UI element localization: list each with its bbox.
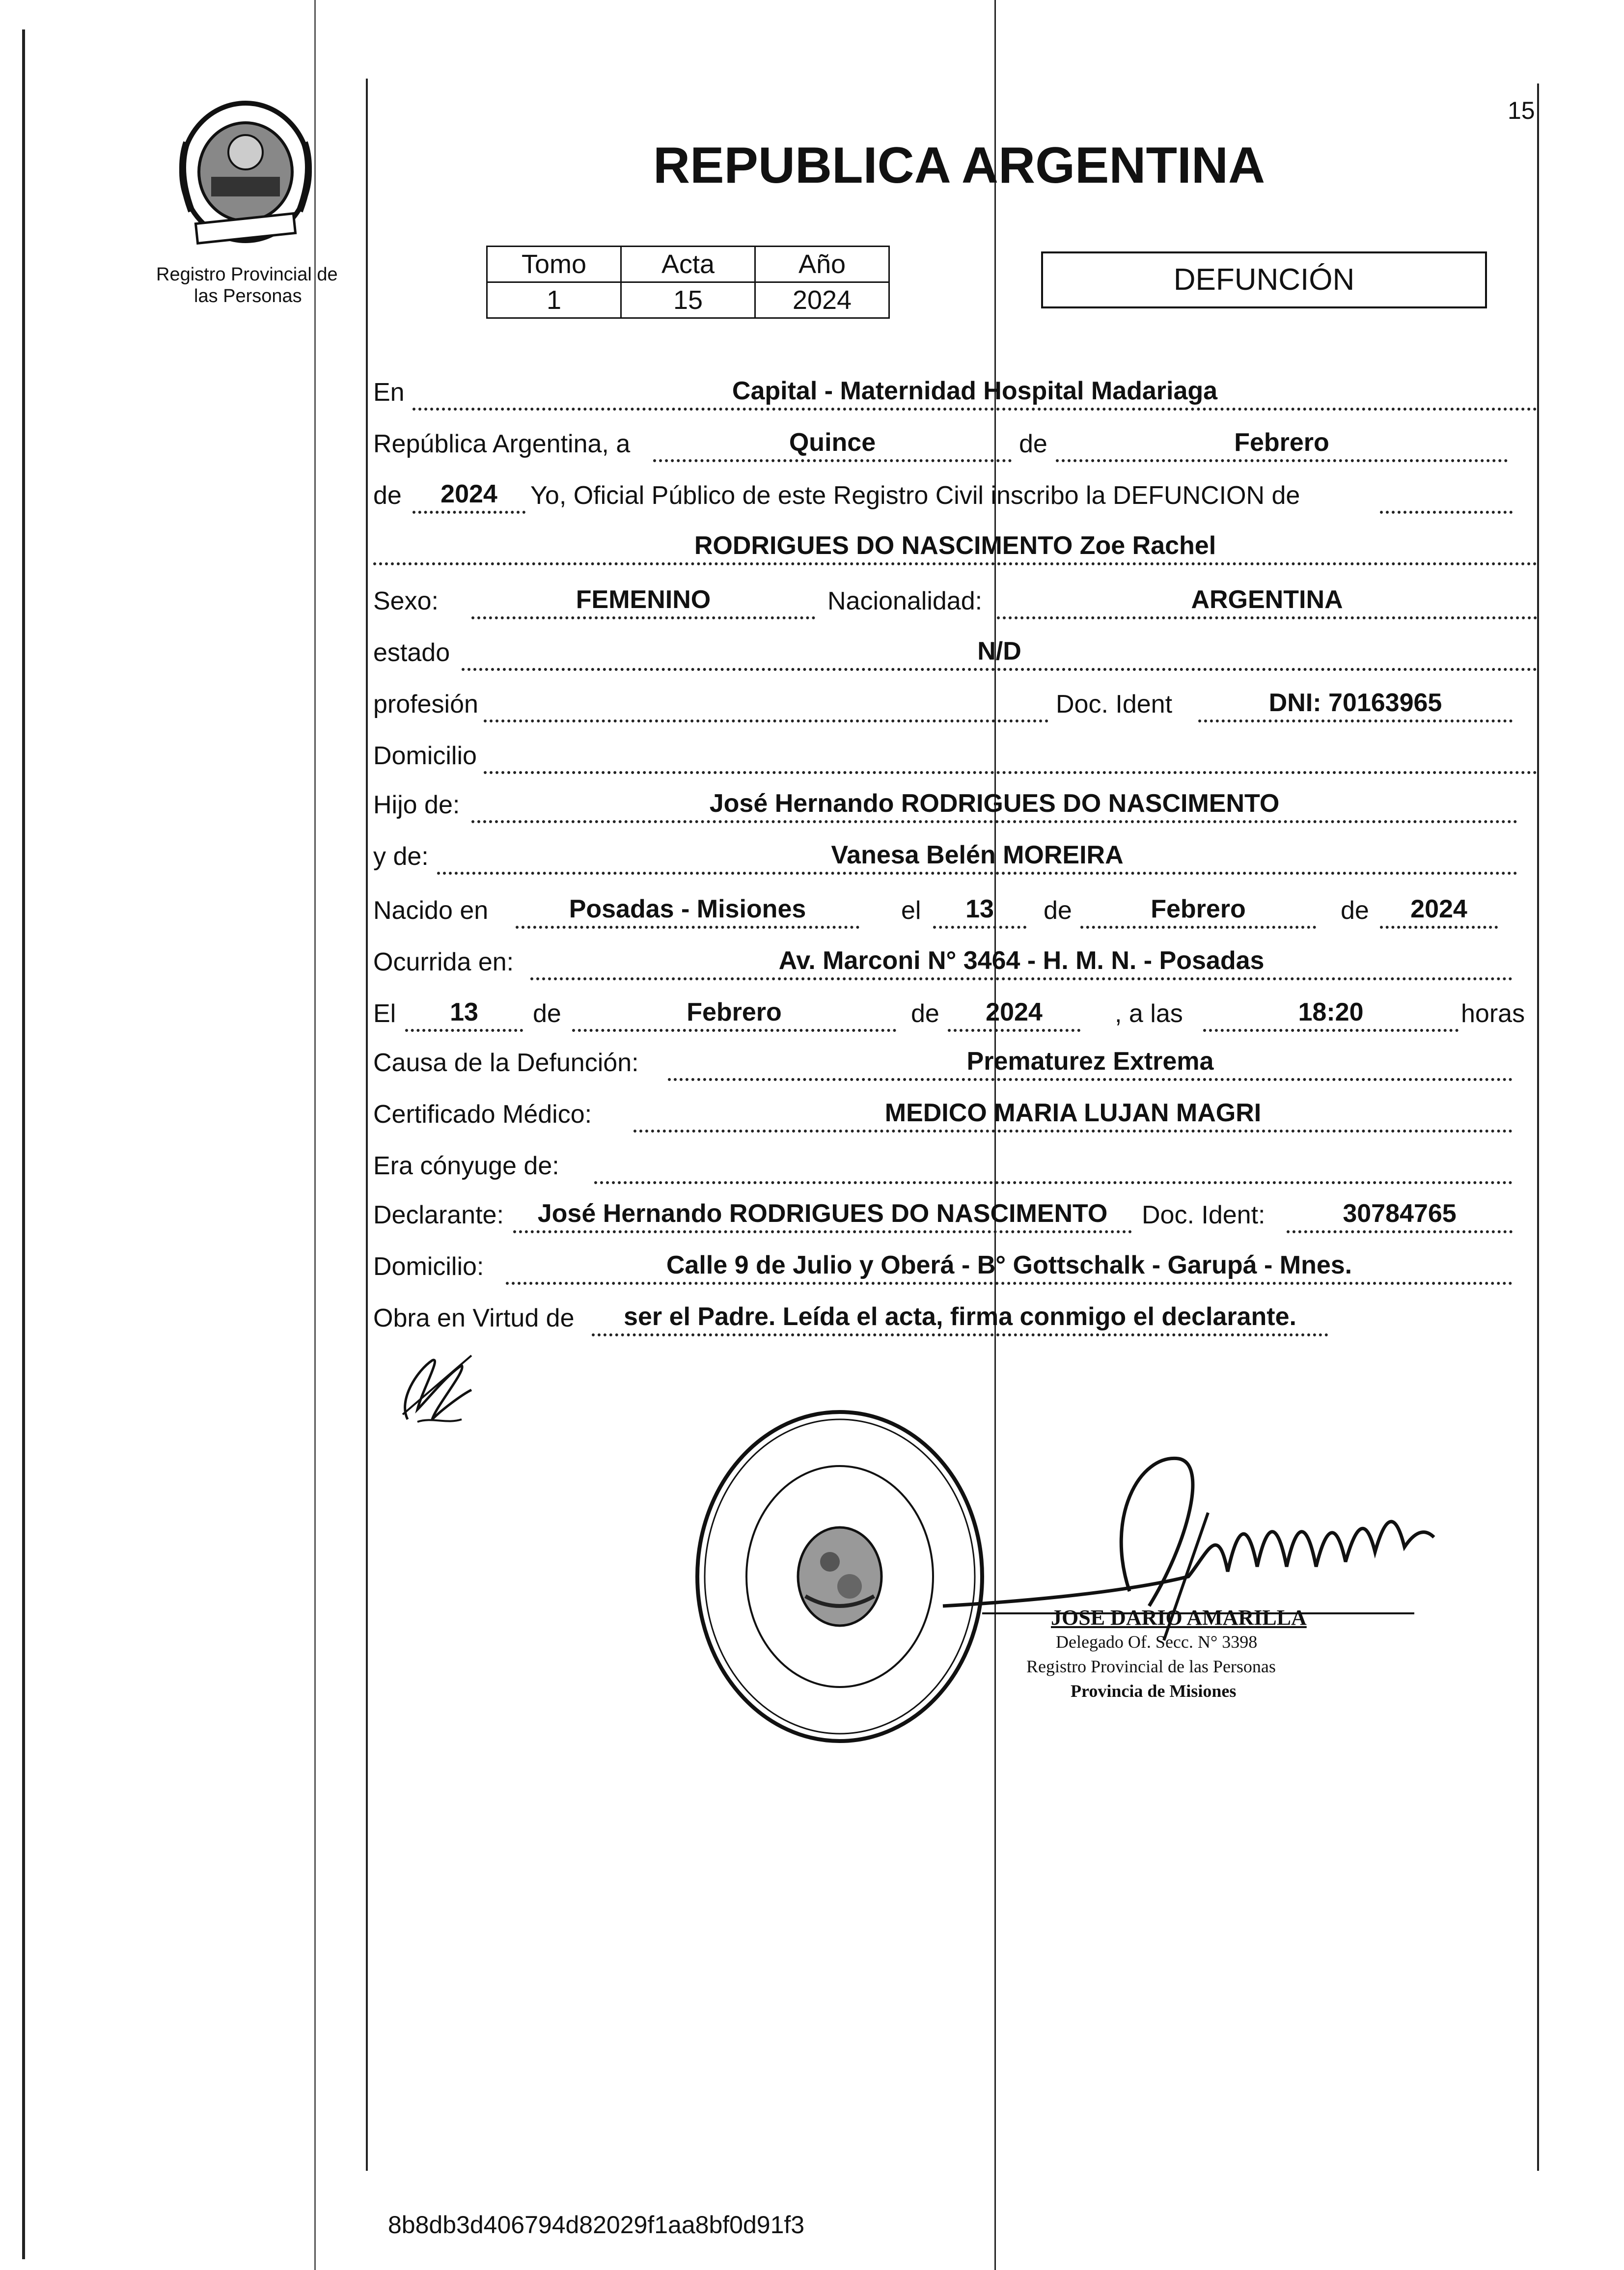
record-number-table bbox=[486, 246, 890, 319]
label-doc-ident: Doc. Ident bbox=[1056, 690, 1173, 719]
right-border-line bbox=[1537, 83, 1539, 2171]
act-type-box: DEFUNCIÓN bbox=[1041, 251, 1487, 308]
label-estado: estado bbox=[373, 638, 450, 667]
label-ocurrida-en: Ocurrida en: bbox=[373, 948, 514, 976]
field-ocurrida: Av. Marconi N° 3464 - H. M. N. - Posadas bbox=[530, 948, 1513, 980]
field-nacido-anio: 2024 bbox=[1380, 896, 1498, 929]
table-header-anio: Año bbox=[755, 247, 889, 282]
officer-stamp-title: Delegado Of. Secc. N° 3398 bbox=[1056, 1632, 1258, 1652]
label-nacionalidad: Nacionalidad: bbox=[827, 587, 983, 615]
officer-stamp-registry: Registro Provincial de las Personas bbox=[1026, 1657, 1276, 1676]
field-muerte-mes: Febrero bbox=[572, 999, 896, 1032]
field-declarante-doc: 30784765 bbox=[1287, 1201, 1513, 1233]
label-yo-oficial: Yo, Oficial Público de este Registro Civil inscribo la DEFUNCION de bbox=[530, 481, 1300, 510]
label-de-muerte-anio: de bbox=[911, 999, 939, 1028]
binding-line bbox=[314, 0, 316, 2270]
label-sexo: Sexo: bbox=[373, 587, 439, 615]
page-title: REPUBLICA ARGENTINA bbox=[653, 137, 1266, 194]
field-mes: Febrero bbox=[1056, 430, 1508, 462]
label-doc-ident-declarante: Doc. Ident: bbox=[1142, 1201, 1266, 1229]
label-el-cap: El bbox=[373, 999, 396, 1028]
dots-yo bbox=[1380, 511, 1513, 514]
table-header-tomo: Tomo bbox=[487, 247, 621, 282]
initials-signature bbox=[388, 1341, 486, 1429]
province-emblem-logo bbox=[167, 98, 324, 246]
label-profesion: profesión bbox=[373, 690, 478, 719]
table-value-anio: 2024 bbox=[755, 282, 889, 318]
dots-conyuge bbox=[594, 1181, 1513, 1184]
field-declarante: José Hernando RODRIGUES DO NASCIMENTO bbox=[513, 1201, 1132, 1233]
left-border-line bbox=[366, 79, 368, 2171]
label-causa: Causa de la Defunción: bbox=[373, 1049, 639, 1077]
table-header-acta: Acta bbox=[621, 247, 755, 282]
label-domicilio-declarante: Domicilio: bbox=[373, 1252, 484, 1281]
field-madre: Vanesa Belén MOREIRA bbox=[437, 842, 1517, 875]
dots-profesion bbox=[484, 720, 1048, 722]
field-lugar: Capital - Maternidad Hospital Madariaga bbox=[413, 378, 1537, 411]
label-republica: República Argentina, a bbox=[373, 430, 631, 458]
label-certificado: Certificado Médico: bbox=[373, 1100, 592, 1129]
dots-domicilio bbox=[484, 771, 1537, 774]
field-nacido-mes: Febrero bbox=[1080, 896, 1316, 929]
officer-stamp-name: JOSE DARIO AMARILLA bbox=[1051, 1606, 1307, 1630]
document-hash: 8b8db3d406794d82029f1aa8bf0d91f3 bbox=[388, 2211, 805, 2239]
officer-stamp-province: Provincia de Misiones bbox=[1071, 1681, 1237, 1701]
registry-name-line2: las Personas bbox=[194, 286, 302, 306]
registry-name-line1: Registro Provincial de bbox=[156, 264, 338, 285]
label-el: el bbox=[901, 896, 921, 925]
label-y-de: y de: bbox=[373, 842, 429, 871]
field-dia-letras: Quince bbox=[653, 430, 1012, 462]
field-nacido-dia: 13 bbox=[933, 896, 1026, 929]
label-hijo-de: Hijo de: bbox=[373, 791, 460, 819]
field-sexo: FEMENINO bbox=[471, 587, 815, 619]
label-de-nacido-mes: de bbox=[1044, 896, 1072, 925]
field-obra: ser el Padre. Leída el acta, firma conmigo el declarante. bbox=[592, 1304, 1328, 1336]
field-padre: José Hernando RODRIGUES DO NASCIMENTO bbox=[471, 791, 1517, 823]
label-conyuge: Era cónyuge de: bbox=[373, 1152, 559, 1180]
label-en: En bbox=[373, 378, 405, 407]
label-domicilio: Domicilio bbox=[373, 742, 477, 770]
field-nacido-lugar: Posadas - Misiones bbox=[516, 896, 859, 929]
field-estado: N/D bbox=[462, 638, 1537, 671]
label-de-mes: de bbox=[1019, 430, 1047, 458]
table-value-tomo: 1 bbox=[487, 282, 621, 318]
page-number: 15 bbox=[1508, 97, 1535, 124]
label-declarante: Declarante: bbox=[373, 1201, 504, 1229]
table-value-acta: 15 bbox=[621, 282, 755, 318]
field-causa: Prematurez Extrema bbox=[668, 1049, 1513, 1081]
field-certificado: MEDICO MARIA LUJAN MAGRI bbox=[633, 1100, 1513, 1133]
field-dni: DNI: 70163965 bbox=[1198, 690, 1513, 722]
field-nacionalidad: ARGENTINA bbox=[997, 587, 1537, 619]
label-de-muerte-mes: de bbox=[533, 999, 561, 1028]
label-horas: horas bbox=[1461, 999, 1525, 1028]
field-anio: 2024 bbox=[413, 481, 525, 514]
label-de-nacido-anio: de bbox=[1341, 896, 1369, 925]
field-hora: 18:20 bbox=[1203, 999, 1459, 1032]
field-muerte-dia: 13 bbox=[405, 999, 523, 1032]
label-de-anio: de bbox=[373, 481, 402, 510]
field-declarante-domicilio: Calle 9 de Julio y Oberá - B° Gottschalk - Garupá - Mnes. bbox=[506, 1252, 1513, 1285]
field-fallecido: RODRIGUES DO NASCIMENTO Zoe Rachel bbox=[373, 533, 1537, 565]
label-obra: Obra en Virtud de bbox=[373, 1304, 575, 1332]
left-margin-line bbox=[22, 29, 25, 2259]
field-muerte-anio: 2024 bbox=[948, 999, 1080, 1032]
label-nacido-en: Nacido en bbox=[373, 896, 489, 925]
label-a-las: , a las bbox=[1115, 999, 1183, 1028]
center-fold-line bbox=[994, 0, 996, 2270]
